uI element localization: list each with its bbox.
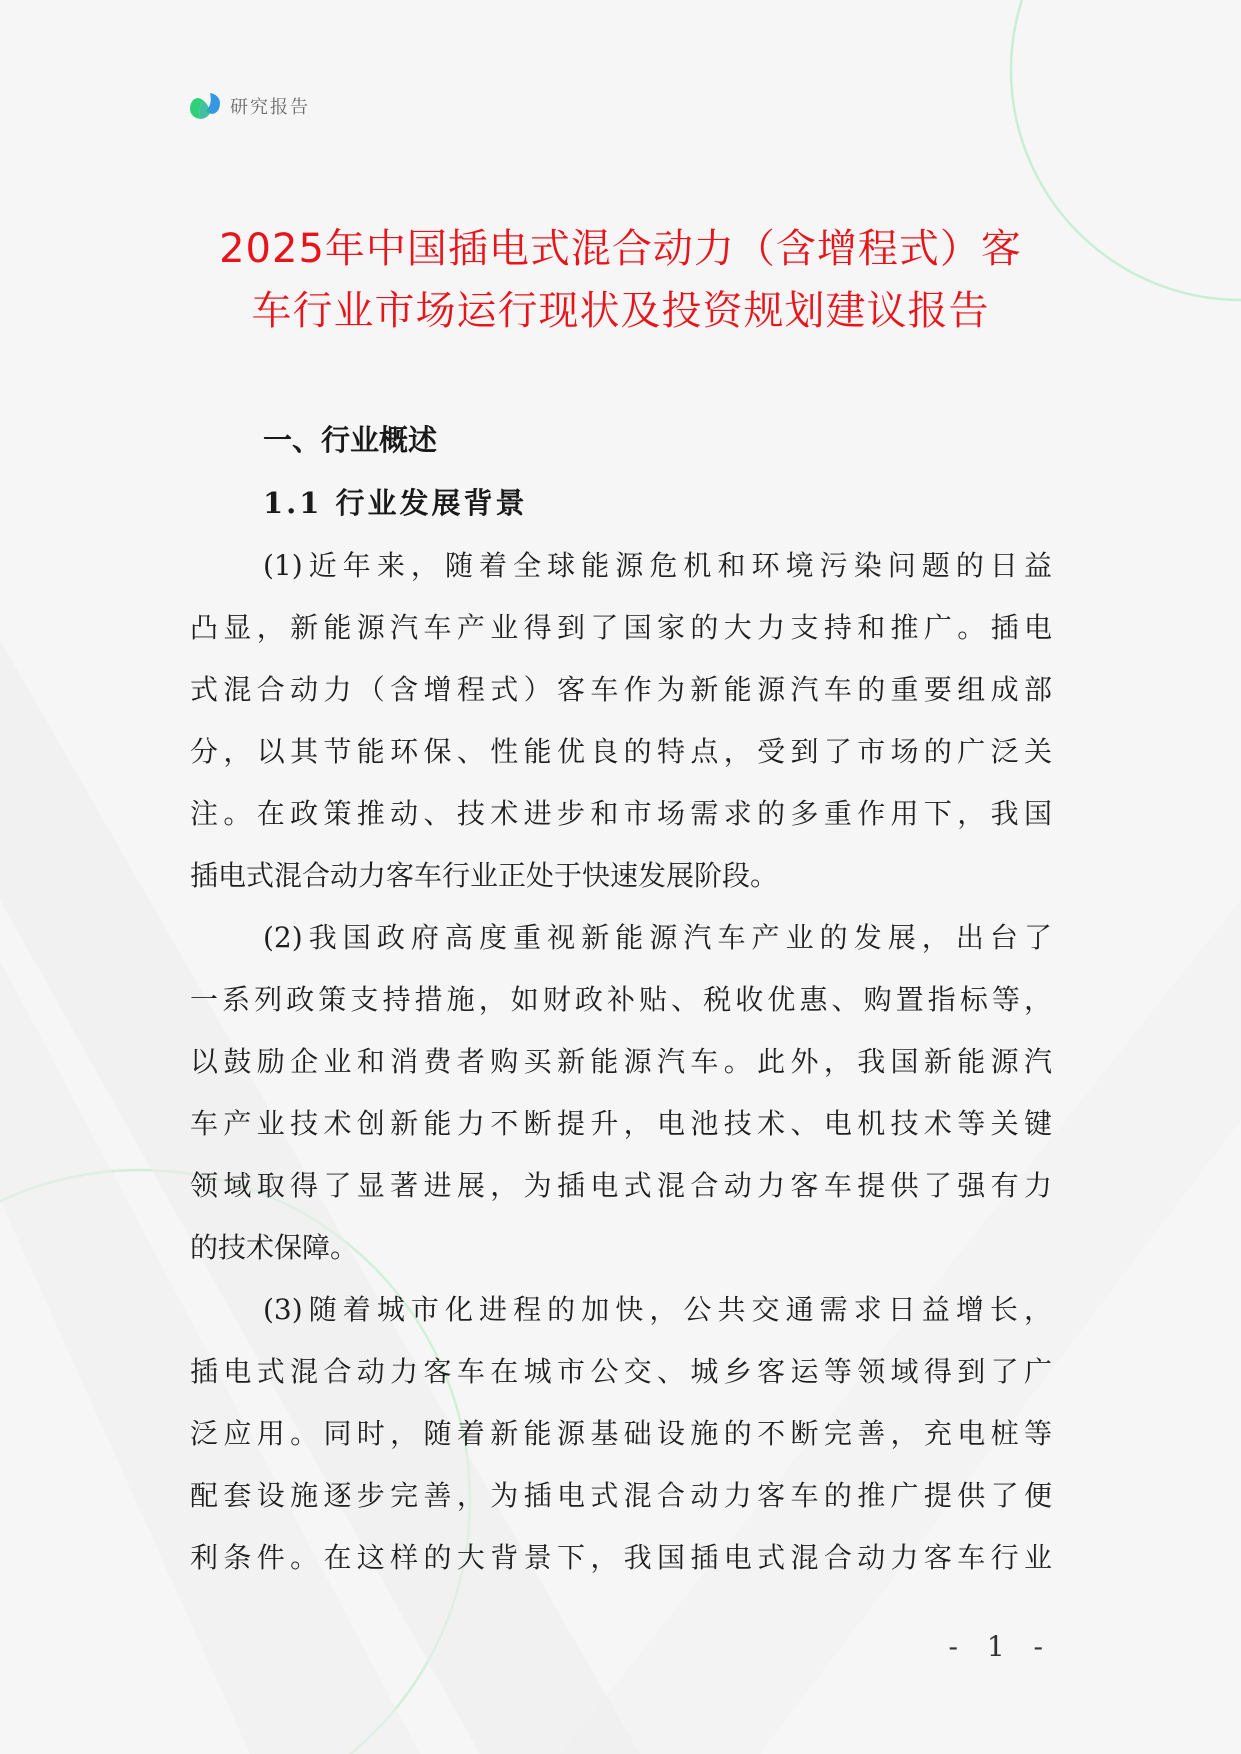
paragraph-line: 式混合动力（含增程式）客车作为新能源汽车的重要组成部	[190, 673, 1052, 706]
document-title	[180, 218, 1061, 342]
title-line: 2025年中国插电式混合动力（含增程式）客	[219, 226, 1022, 272]
section-heading: 一、行业概述	[263, 423, 438, 457]
paragraph-line: (1)近年来，随着全球能源危机和环境污染问题的日益	[263, 549, 1052, 582]
paragraph-line: 插电式混合动力客车行业正处于快速发展阶段。	[190, 859, 779, 892]
title-line: 车行业市场运行现状及投资规划建议报告	[251, 288, 990, 334]
paragraph-line: (3)随着城市化进程的加快，公共交通需求日益增长，	[263, 1293, 1052, 1326]
paragraph-line: 插电式混合动力客车在城市公交、城乡客运等领域得到了广	[190, 1355, 1052, 1388]
paragraph-line: 的技术保障。	[190, 1231, 359, 1264]
body-text	[190, 535, 1052, 1589]
brand-text: 研究报告	[230, 97, 310, 118]
paragraph-line: (2)我国政府高度重视新能源汽车产业的发展，出台了	[263, 921, 1052, 954]
paragraph-line: 车产业技术创新能力不断提升，电池技术、电机技术等关键	[190, 1107, 1052, 1140]
paragraph-line: 利条件。在这样的大背景下，我国插电式混合动力客车行业	[190, 1541, 1052, 1574]
paragraph-line: 凸显，新能源汽车产业得到了国家的大力支持和推广。插电	[190, 611, 1052, 644]
header-brand	[188, 90, 310, 122]
leaf-logo-icon	[188, 91, 222, 121]
paragraph-line: 一系列政策支持措施，如财政补贴、税收优惠、购置指标等，	[190, 983, 1052, 1016]
paragraph-line: 配套设施逐步完善，为插电式混合动力客车的推广提供了便	[190, 1479, 1052, 1512]
paragraph-line: 泛应用。同时，随着新能源基础设施的不断完善，充电桩等	[190, 1417, 1052, 1450]
paragraph-line: 领域取得了显著进展，为插电式混合动力客车提供了强有力	[190, 1169, 1052, 1202]
paragraph-line: 注。在政策推动、技术进步和市场需求的多重作用下，我国	[190, 797, 1052, 830]
sub-heading: 1.1 行业发展背景	[263, 486, 528, 520]
paragraph-line: 以鼓励企业和消费者购买新能源汽车。此外，我国新能源汽	[190, 1045, 1052, 1078]
page-number: - 1 -	[948, 1630, 1053, 1663]
paragraph-line: 分，以其节能环保、性能优良的特点，受到了市场的广泛关	[190, 735, 1052, 768]
